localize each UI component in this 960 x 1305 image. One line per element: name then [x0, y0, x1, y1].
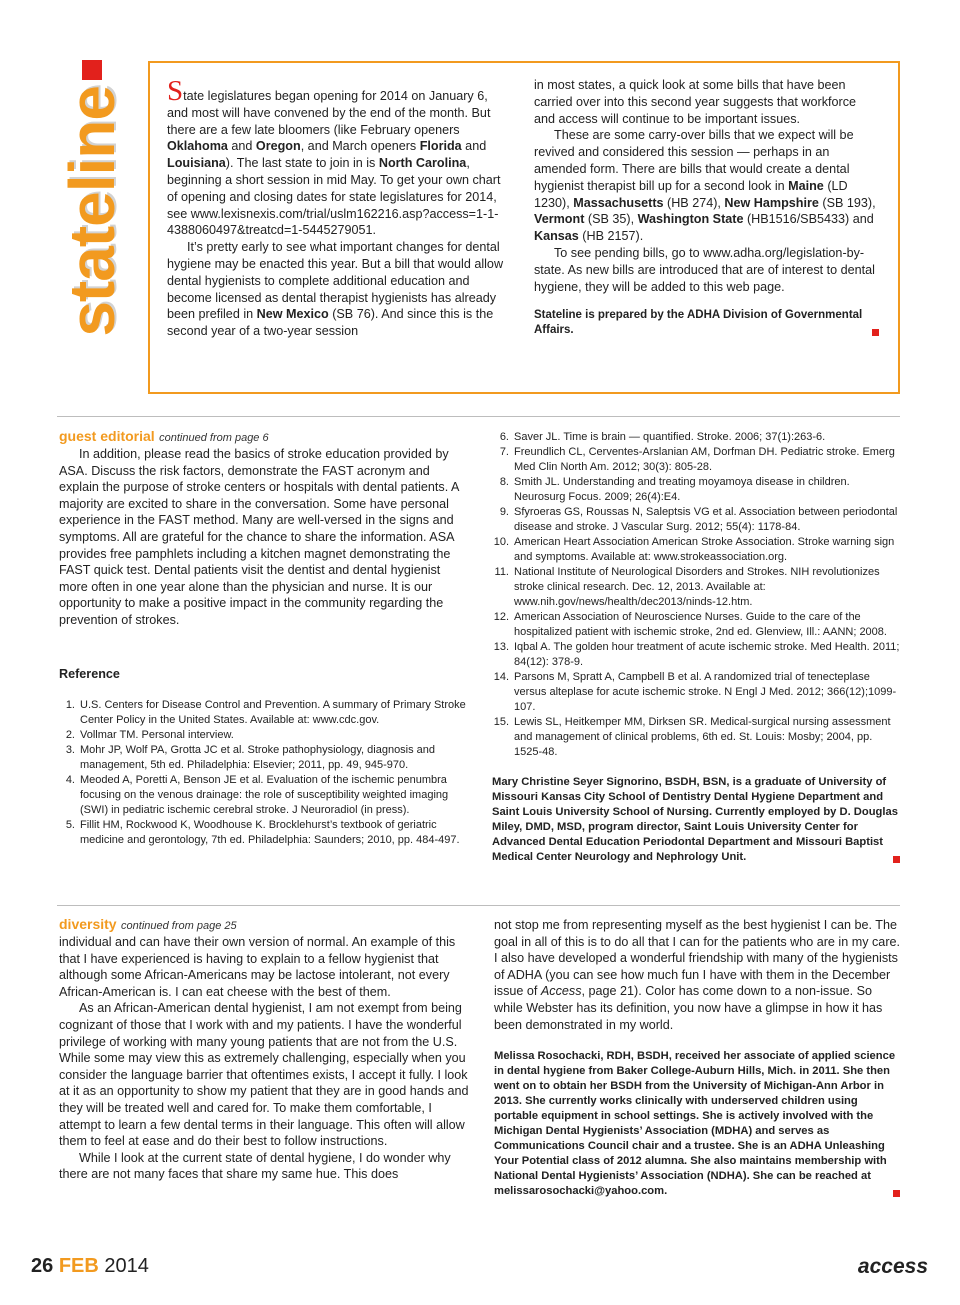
reference-text: Fillit HM, Rockwood K, Woodhouse K. Brocklehurst’s textbook of geriatric medicine and gerontology, 7th ed. Philadelphia: Saunders; 2010, pp. 484-497.: [80, 818, 460, 846]
stateline-section-title: [52, 60, 132, 410]
reference-heading: Reference: [59, 666, 120, 681]
reference-list: [59, 698, 469, 848]
reference-item: [492, 535, 900, 565]
page-number: 26 FEB 2014: [31, 1255, 149, 1277]
diversity-body: individual and can have their own version of normal. An example of this that I have experienced is having to explain to a fellow hygienist that although some African-Americans may be lactose intolerant, not every African-American is. I can eat cheese with the best of them. As an African-American dental hygienist, I am not exempt from being cognizant of those that I work with and my patients. I have the wonderful privilege of working with many young patients that are not from the U.S. While some may view this as extremely challenging, especially when you consider the language barrier that oftentimes exists, I accept it fully. I look at it as an opportunity to show my patient that they are in good hands and they will be treated well and cared for. To make them comfortable, I attempt to learn a few dental terms in their language. This often will allow them to feel at ease and do their best to follow instructions. While I look at the current state of dental hygiene, I do wonder why there are not many faces that share my same hue. This does: [59, 935, 469, 1182]
reference-text: American Association of Neuroscience Nurses. Guide to the care of the hospitalized patient with ischemic stroke, 2nd ed. Glenview, Ill.: AANN; 2008.: [514, 611, 887, 638]
reference-number: 4.: [65, 773, 75, 786]
divider: [57, 905, 900, 906]
reference-item: [492, 445, 900, 475]
stateline-title: stateline: [56, 86, 128, 337]
diversity-right: [494, 917, 900, 1199]
divider: [57, 416, 900, 417]
stateline-paragraph-5: To see pending bills, go to www.adha.org/legislation-by-state. As new bills are introduced that are of interest to dental hygiene, they will be added to this web page.: [534, 245, 875, 294]
reference-number: 9.: [499, 506, 509, 518]
guest-editorial-right: [492, 430, 900, 865]
reference-number: 6.: [499, 431, 509, 443]
reference-item: [59, 698, 469, 728]
reference-item: [492, 505, 900, 535]
reference-text: Saver JL. Time is brain — quantified. Stroke. 2006; 37(1):263-6.: [514, 431, 826, 443]
guest-editorial-continued: continued from page 6: [159, 432, 269, 444]
reference-item: [492, 430, 900, 445]
end-mark-icon: [893, 1190, 900, 1197]
reference-text: Freundlich CL, Cerventes-Arslanian AM, Dorfman DH. Pediatric stroke. Emerg Med Clin North Am. 2012; 30(3): 805-28.: [514, 446, 895, 473]
reference-item: [59, 743, 469, 773]
guest-editorial-title: guest editorial: [59, 428, 155, 444]
diversity-body-continued: not stop me from representing myself as the best hygienist I can be. The goal in all of this is to do all that I can for the patients who are in my care. I also have developed a wonderful friendship with many of the hygienists of ADHA (you can see how much fun I have with them in the December issue of Access, page 21). Color has come down to a non-issue. So while Webster has its definition, you now have a glimpse in how it has been demonstrated in my world.: [494, 918, 901, 1032]
reference-item: [59, 818, 469, 848]
reference-item: [492, 565, 900, 610]
reference-text: Sfyroeras GS, Roussas N, Saleptsis VG et al. Association between periodontal disease and stroke. J Vascular Surg. 2012; 55(4): 1178-84.: [514, 506, 898, 533]
reference-number: 2.: [65, 728, 75, 741]
diversity-continued: continued from page 25: [121, 920, 237, 932]
reference-item: [59, 728, 469, 743]
reference-number: 5.: [65, 818, 75, 831]
end-mark-icon: [893, 856, 900, 863]
guest-editorial-heading: [59, 428, 469, 446]
reference-item: [492, 640, 900, 670]
author-bio: Melissa Rosochacki, RDH, BSDH, received her associate of applied science in dental hygiene from Baker College-Auburn Hills, Mich. in 2011. She then went on to obtain her BSDH from the University of Michigan-Ann Arbor in 2013. She currently works clinically with underserved children using portable equipment in school settings. She is actively involved with the Michigan Dental Hygienists’ Association (MDHA) and serves as Communications Council chair and a trustee. She is an ADHA Unleashing Your Potential class of 2012 alumna. She also maintains membership with National Dental Hygienists’ Association (NDHA). She can be reached at melissarosochacki@yahoo.com.: [494, 1049, 900, 1199]
reference-number: 10.: [493, 536, 509, 548]
reference-item: [492, 475, 900, 505]
reference-number: 13.: [493, 641, 509, 653]
reference-number: 15.: [493, 716, 509, 728]
reference-number: 8.: [499, 476, 509, 488]
reference-item: [59, 773, 469, 818]
reference-item: [492, 670, 900, 715]
stateline-credit: Stateline is prepared by the ADHA Division of Governmental Affairs.: [534, 308, 879, 338]
reference-text: Vollmar TM. Personal interview.: [80, 728, 234, 741]
reference-item: [492, 610, 900, 640]
reference-text: Meoded A, Poretti A, Benson JE et al. Evaluation of the ischemic penumbra focusing on the venous drainage: the role of susceptibility weighted imaging (SWI) in pediatric ischemic cerebral stroke. J Neuroradiol (in press).: [80, 773, 449, 816]
reference-text: American Heart Association American Stroke Association. Stroke warning sign and symptoms. Available at: www.strokeassociation.org.: [514, 536, 895, 563]
reference-item: [492, 715, 900, 760]
red-square-icon: [82, 60, 102, 80]
drop-cap: S: [167, 75, 184, 107]
stateline-paragraph-2: It’s pretty early to see what important changes for dental hygiene may be enacted this year. But a bill that would allow dental hygienists to complete additional education and become licensed as dental therapist hygienists has already been prefiled in New Mexico (SB 76). And since this is the second year of a two-year session: [167, 240, 504, 339]
reference-number: 1.: [65, 698, 75, 711]
end-mark-icon: [872, 329, 879, 336]
reference-text: Parsons M, Spratt A, Campbell B et al. A randomized trial of tenecteplase versus alteplase for acute ischemic stroke. N Engl J Med. 2012; 366(12);1099-107.: [514, 671, 897, 713]
reference-text: U.S. Centers for Disease Control and Prevention. A summary of Primary Stroke Center Policy in the United States. Available at: www.cdc.gov.: [80, 698, 466, 726]
reference-list-continued: [492, 430, 900, 760]
stateline-column-left: [167, 75, 507, 340]
reference-text: Mohr JP, Wolf PA, Grotta JC et al. Stroke pathophysiology, diagnosis and management, 5th ed. Philadelphia: Elsevier; 2011, pp. 49, 945-970.: [80, 743, 436, 771]
stateline-paragraph-1: State legislatures began opening for 2014 on January 6, and most will have convened by the end of the month. But there are a few late bloomers (like February openers Oklahoma and Oregon, and March openers Florida and Louisiana). The last state to join in is North Carolina, beginning a short session in mid May. To get your own chart of opening and closing dates for state legislatures for 2014, see www.lexisnexis.com/trial/uslm162216.asp?access=1-1-4388060497&treatcd=1-5445279051.: [167, 75, 501, 238]
stateline-paragraph-4: These are some carry-over bills that we expect will be revived and considered this session — perhaps in an amended form. There are bills that would create a dental hygienist therapist bill up for a second look in Maine (LD 1230), Massachusetts (HB 274), New Hampshire (SB 193), Vermont (SB 35), Washington State (HB1516/SB5433) and Kansas (HB 2157).: [534, 128, 876, 244]
guest-editorial-body: In addition, please read the basics of stroke education provided by ASA. Discuss the risk factors, demonstrate the FAST acronym and explain the purpose of stroke centers or hospitals with dental patients. A majority are excited to share in the conversation. Some have personal experience in the FAST method. Many are well-versed in the signs and symptoms. All are grateful for the chance to share the information. ASA provides free pamphlets including a kitchen magnet demonstrating the FAST quick test. Dental patients visit the dentist and dental hygienist more often in one year alone than the physician and nurse. It is our opportunity to make a positive impact in the community regarding the prevention of strokes.: [59, 447, 459, 627]
reference-number: 12.: [493, 611, 509, 623]
magazine-brand: access: [857, 1255, 928, 1278]
reference-text: Smith JL. Understanding and treating moyamoya disease in children. Neurosurg Focus. 2009; 26(4):E4.: [514, 476, 850, 503]
reference-text: Lewis SL, Heitkemper MM, Dirksen SR. Medical-surgical nursing assessment and management of clinical problems, 6th ed. St. Louis: Mosby; 2004, pp. 1525-48.: [514, 716, 891, 758]
diversity-left: [59, 916, 469, 1183]
diversity-title: diversity: [59, 916, 117, 932]
reference-number: 7.: [499, 446, 509, 458]
stateline-column-right: [534, 77, 879, 338]
author-bio: Mary Christine Seyer Signorino, BSDH, BSN, is a graduate of University of Missouri Kansas City School of Dentistry Dental Hygiene Department and Saint Louis University School of Nursing. Currently employed by D. Douglas Miley, DMD, MSD, program director, Saint Louis University Center for Advanced Dental Education Periodontal Department and Missouri Baptist Medical Center Neurology and Nephrology Unit.: [492, 775, 900, 865]
guest-editorial-left: [59, 428, 469, 848]
reference-number: 11.: [494, 566, 509, 578]
reference-number: 14.: [493, 671, 509, 683]
stateline-box: [148, 61, 900, 394]
diversity-heading: [59, 916, 469, 934]
page-footer: [31, 1255, 928, 1281]
stateline-paragraph-3: in most states, a quick look at some bills that have been carried over into this second year suggests that workforce and access will continue to be important issues.: [534, 78, 856, 126]
reference-text: Iqbal A. The golden hour treatment of acute ischemic stroke. Med Health. 2011; 84(12): 378-9.: [514, 641, 900, 668]
reference-number: 3.: [65, 743, 75, 756]
reference-text: National Institute of Neurological Disorders and Strokes. NIH revolutionizes stroke clinical research. Dec. 12, 2013. Available at: www.nih.gov/news/health/dec2013/ninds-12.htm.: [514, 566, 880, 608]
